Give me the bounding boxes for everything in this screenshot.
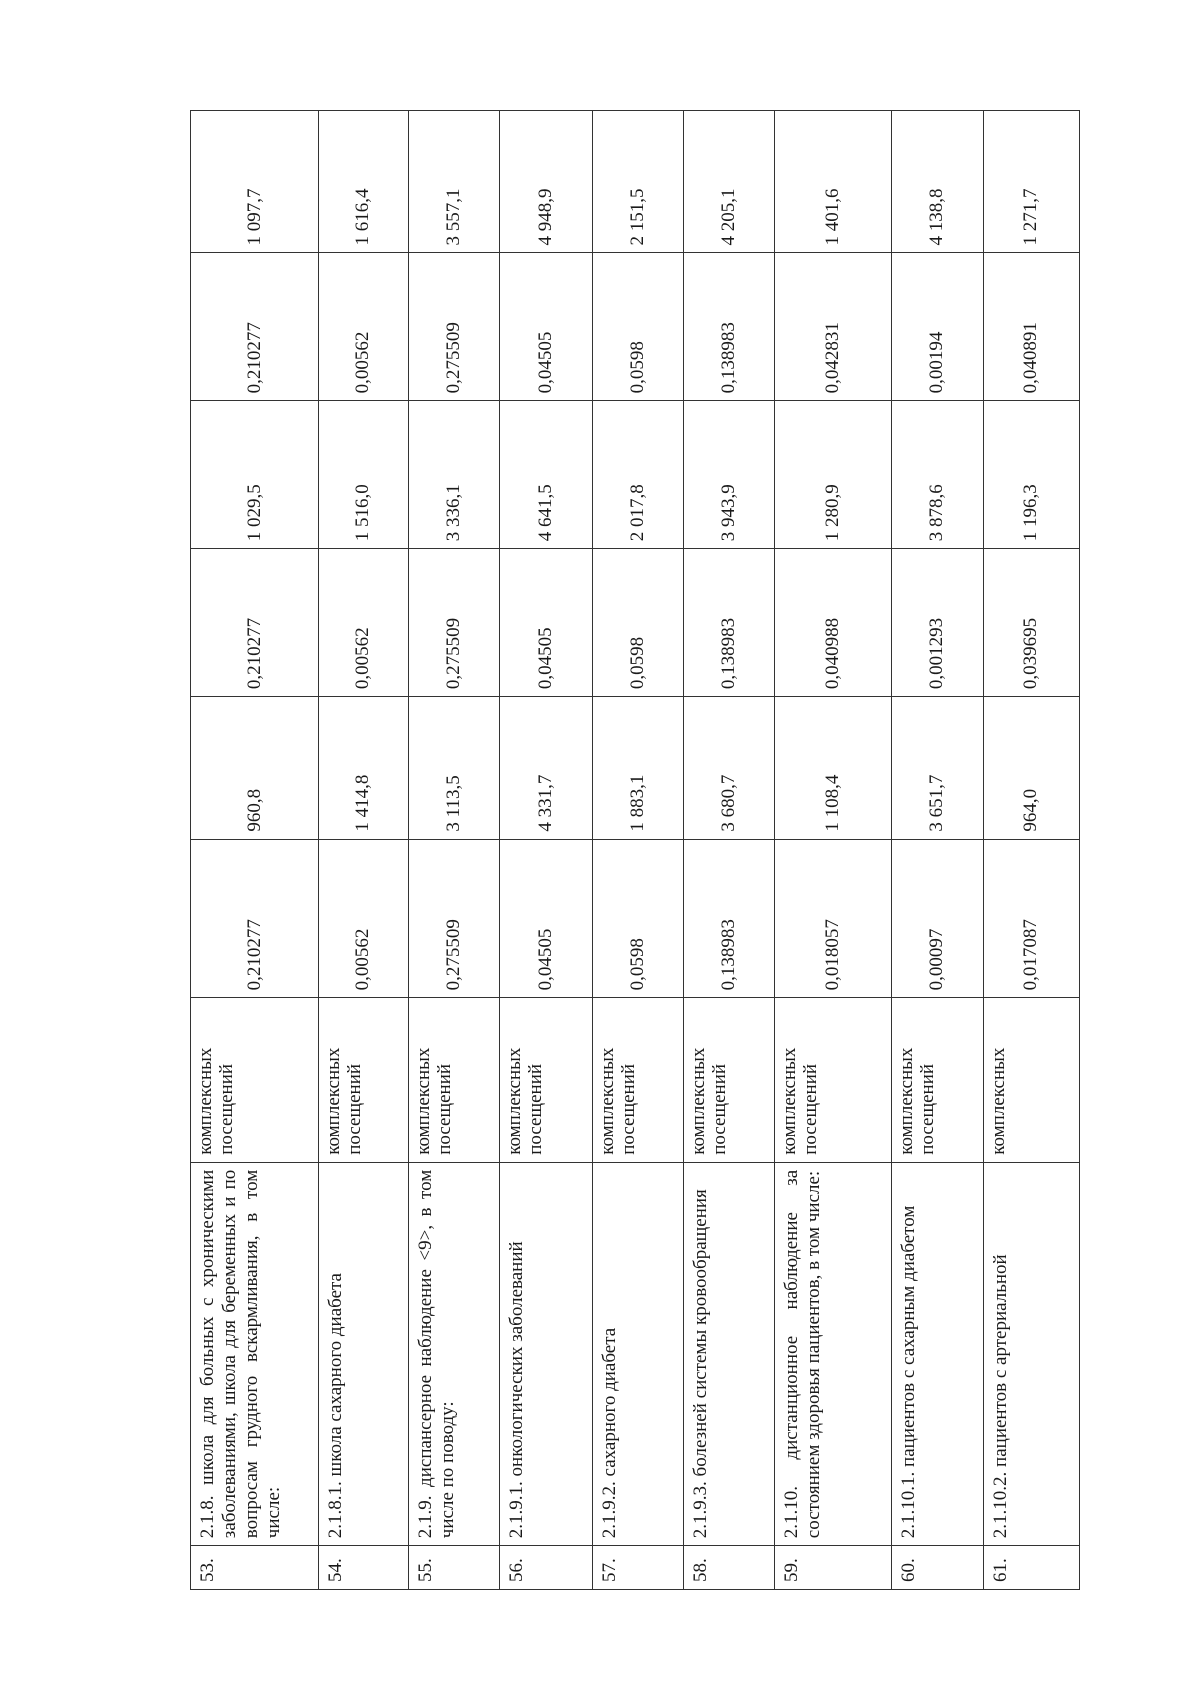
volume-2025: 0,138983 [683,839,775,998]
volume-2027: 0,0598 [593,253,684,401]
cost-2025: 3 651,7 [892,697,984,839]
unit-of-measure: комплексных посещений [191,998,319,1162]
cost-2026: 1 029,5 [191,401,319,549]
cost-2025: 1 883,1 [593,697,684,839]
volume-2026: 0,039695 [983,549,1079,697]
row-description: 2.1.8. школа для больных с хроническими заболеваниями, школа для беременных и по вопросам грудного вскармливания, в том числе: [191,1162,319,1545]
volume-2025: 0,04505 [500,839,593,998]
cost-2027: 4 205,1 [683,111,775,253]
row-number: 60. [892,1546,984,1590]
unit-of-measure: комплексных [983,998,1079,1162]
cost-2026: 3 943,9 [683,401,775,549]
unit-of-measure: комплексных посещений [319,998,408,1162]
volume-2025: 0,210277 [191,839,319,998]
cost-2027: 3 557,1 [408,111,500,253]
volume-2027: 0,210277 [191,253,319,401]
cost-2027: 1 401,6 [775,111,892,253]
table-row [775,111,892,1590]
cost-2026: 1 280,9 [775,401,892,549]
cost-2027: 1 097,7 [191,111,319,253]
cost-2025: 1 414,8 [319,697,408,839]
cost-2026: 3 336,1 [408,401,500,549]
unit-of-measure: комплексных посещений [892,998,984,1162]
cost-2026: 1 516,0 [319,401,408,549]
unit-of-measure: комплексных посещений [593,998,684,1162]
tariff-table [190,110,1080,1590]
unit-of-measure: комплексных посещений [500,998,593,1162]
table-row [319,111,408,1590]
cost-2025: 964,0 [983,697,1079,839]
row-description: 2.1.8.1. школа сахарного диабета [319,1162,408,1545]
volume-2026: 0,00562 [319,549,408,697]
row-number: 59. [775,1546,892,1590]
row-description: 2.1.9.3. болезней системы кровообращения [683,1162,775,1545]
cost-2025: 3 680,7 [683,697,775,839]
table-row [593,111,684,1590]
cost-2026: 3 878,6 [892,401,984,549]
volume-2027: 0,138983 [683,253,775,401]
table-row [408,111,500,1590]
volume-2027: 0,00194 [892,253,984,401]
row-description: 2.1.10.2. пациентов с артериальной [983,1162,1079,1545]
row-number: 57. [593,1546,684,1590]
row-description: 2.1.10.1. пациентов с сахарным диабетом [892,1162,984,1545]
row-description: 2.1.9.2. сахарного диабета [593,1162,684,1545]
cost-2027: 2 151,5 [593,111,684,253]
volume-2026: 0,040988 [775,549,892,697]
cost-2027: 1 616,4 [319,111,408,253]
cost-2027: 1 271,7 [983,111,1079,253]
volume-2025: 0,00562 [319,839,408,998]
volume-2025: 0,017087 [983,839,1079,998]
row-description: 2.1.9.1. онкологических заболеваний [500,1162,593,1545]
cost-2025: 3 113,5 [408,697,500,839]
volume-2026: 0,04505 [500,549,593,697]
volume-2026: 0,275509 [408,549,500,697]
volume-2025: 0,0598 [593,839,684,998]
row-number: 55. [408,1546,500,1590]
volume-2026: 0,210277 [191,549,319,697]
volume-2027: 0,042831 [775,253,892,401]
row-number: 61. [983,1546,1079,1590]
volume-2026: 0,138983 [683,549,775,697]
cost-2025: 1 108,4 [775,697,892,839]
unit-of-measure: комплексных посещений [683,998,775,1162]
volume-2027: 0,275509 [408,253,500,401]
volume-2027: 0,04505 [500,253,593,401]
table-row [892,111,984,1590]
volume-2027: 0,00562 [319,253,408,401]
rotated-page-content [190,110,1080,1590]
row-description: 2.1.9. диспансерное наблюдение <9>, в том числе по поводу: [408,1162,500,1545]
unit-of-measure: комплексных посещений [775,998,892,1162]
row-number: 54. [319,1546,408,1590]
table-row [191,111,319,1590]
cost-2026: 4 641,5 [500,401,593,549]
cost-2027: 4 948,9 [500,111,593,253]
table-row [500,111,593,1590]
cost-2025: 960,8 [191,697,319,839]
cost-2026: 1 196,3 [983,401,1079,549]
volume-2027: 0,040891 [983,253,1079,401]
table-row [983,111,1079,1590]
row-number: 58. [683,1546,775,1590]
cost-2027: 4 138,8 [892,111,984,253]
row-description: 2.1.10. дистанционное наблюдение за состоянием здоровья пациентов, в том числе: [775,1162,892,1545]
cost-2025: 4 331,7 [500,697,593,839]
volume-2026: 0,001293 [892,549,984,697]
volume-2025: 0,00097 [892,839,984,998]
row-number: 53. [191,1546,319,1590]
table-row [683,111,775,1590]
volume-2025: 0,275509 [408,839,500,998]
cost-2026: 2 017,8 [593,401,684,549]
row-number: 56. [500,1546,593,1590]
unit-of-measure: комплексных посещений [408,998,500,1162]
volume-2025: 0,018057 [775,839,892,998]
volume-2026: 0,0598 [593,549,684,697]
